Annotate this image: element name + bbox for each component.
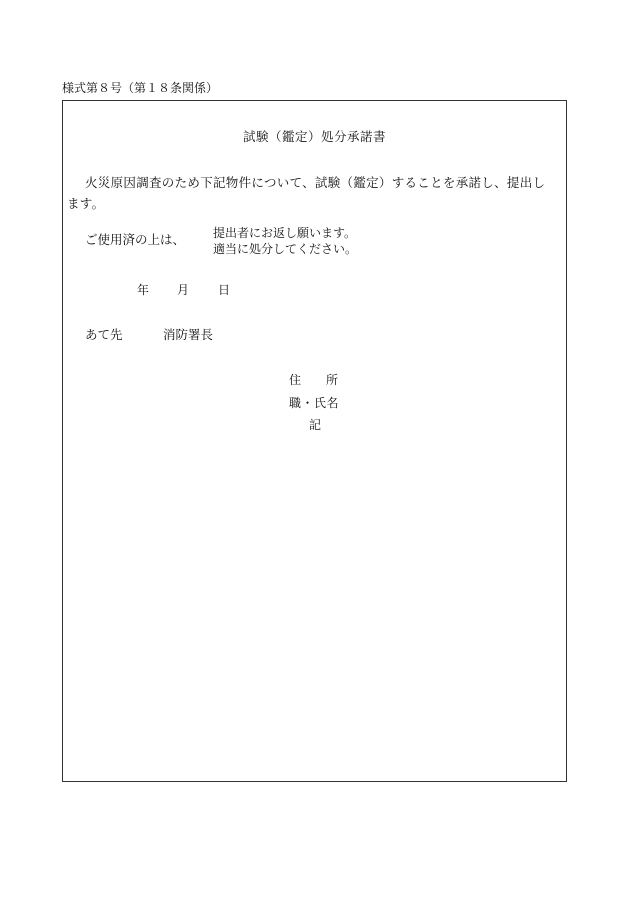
- address-label-part-2: 所: [326, 373, 340, 387]
- record-label: 記: [309, 418, 322, 432]
- after-use-label: ご使用済の上は、: [85, 232, 186, 247]
- form-number: 様式第８号（第１８条関係）: [62, 81, 219, 95]
- document-frame: [62, 100, 567, 782]
- name-label: 職・氏名: [289, 396, 340, 410]
- date-year-label: 年: [137, 283, 150, 297]
- date-day-label: 日: [218, 283, 231, 297]
- body-text-line-2: ます。: [67, 196, 105, 211]
- disposal-option-dispose: 適当に処分してください。: [213, 242, 358, 256]
- address-label: [289, 372, 339, 388]
- date-month-label: 月: [177, 283, 190, 297]
- body-text-line-1: 火災原因調査のため下記物件について、試験（鑑定）することを承諾し、提出し: [85, 175, 546, 190]
- disposal-option-return: 提出者にお返し願います。: [213, 226, 357, 240]
- document-title: 試験（鑑定）処分承諾書: [242, 129, 386, 144]
- addressee-label: あて先: [85, 327, 123, 342]
- address-label-part-1: 住: [289, 373, 303, 387]
- addressee-name: 消防署長: [163, 327, 214, 342]
